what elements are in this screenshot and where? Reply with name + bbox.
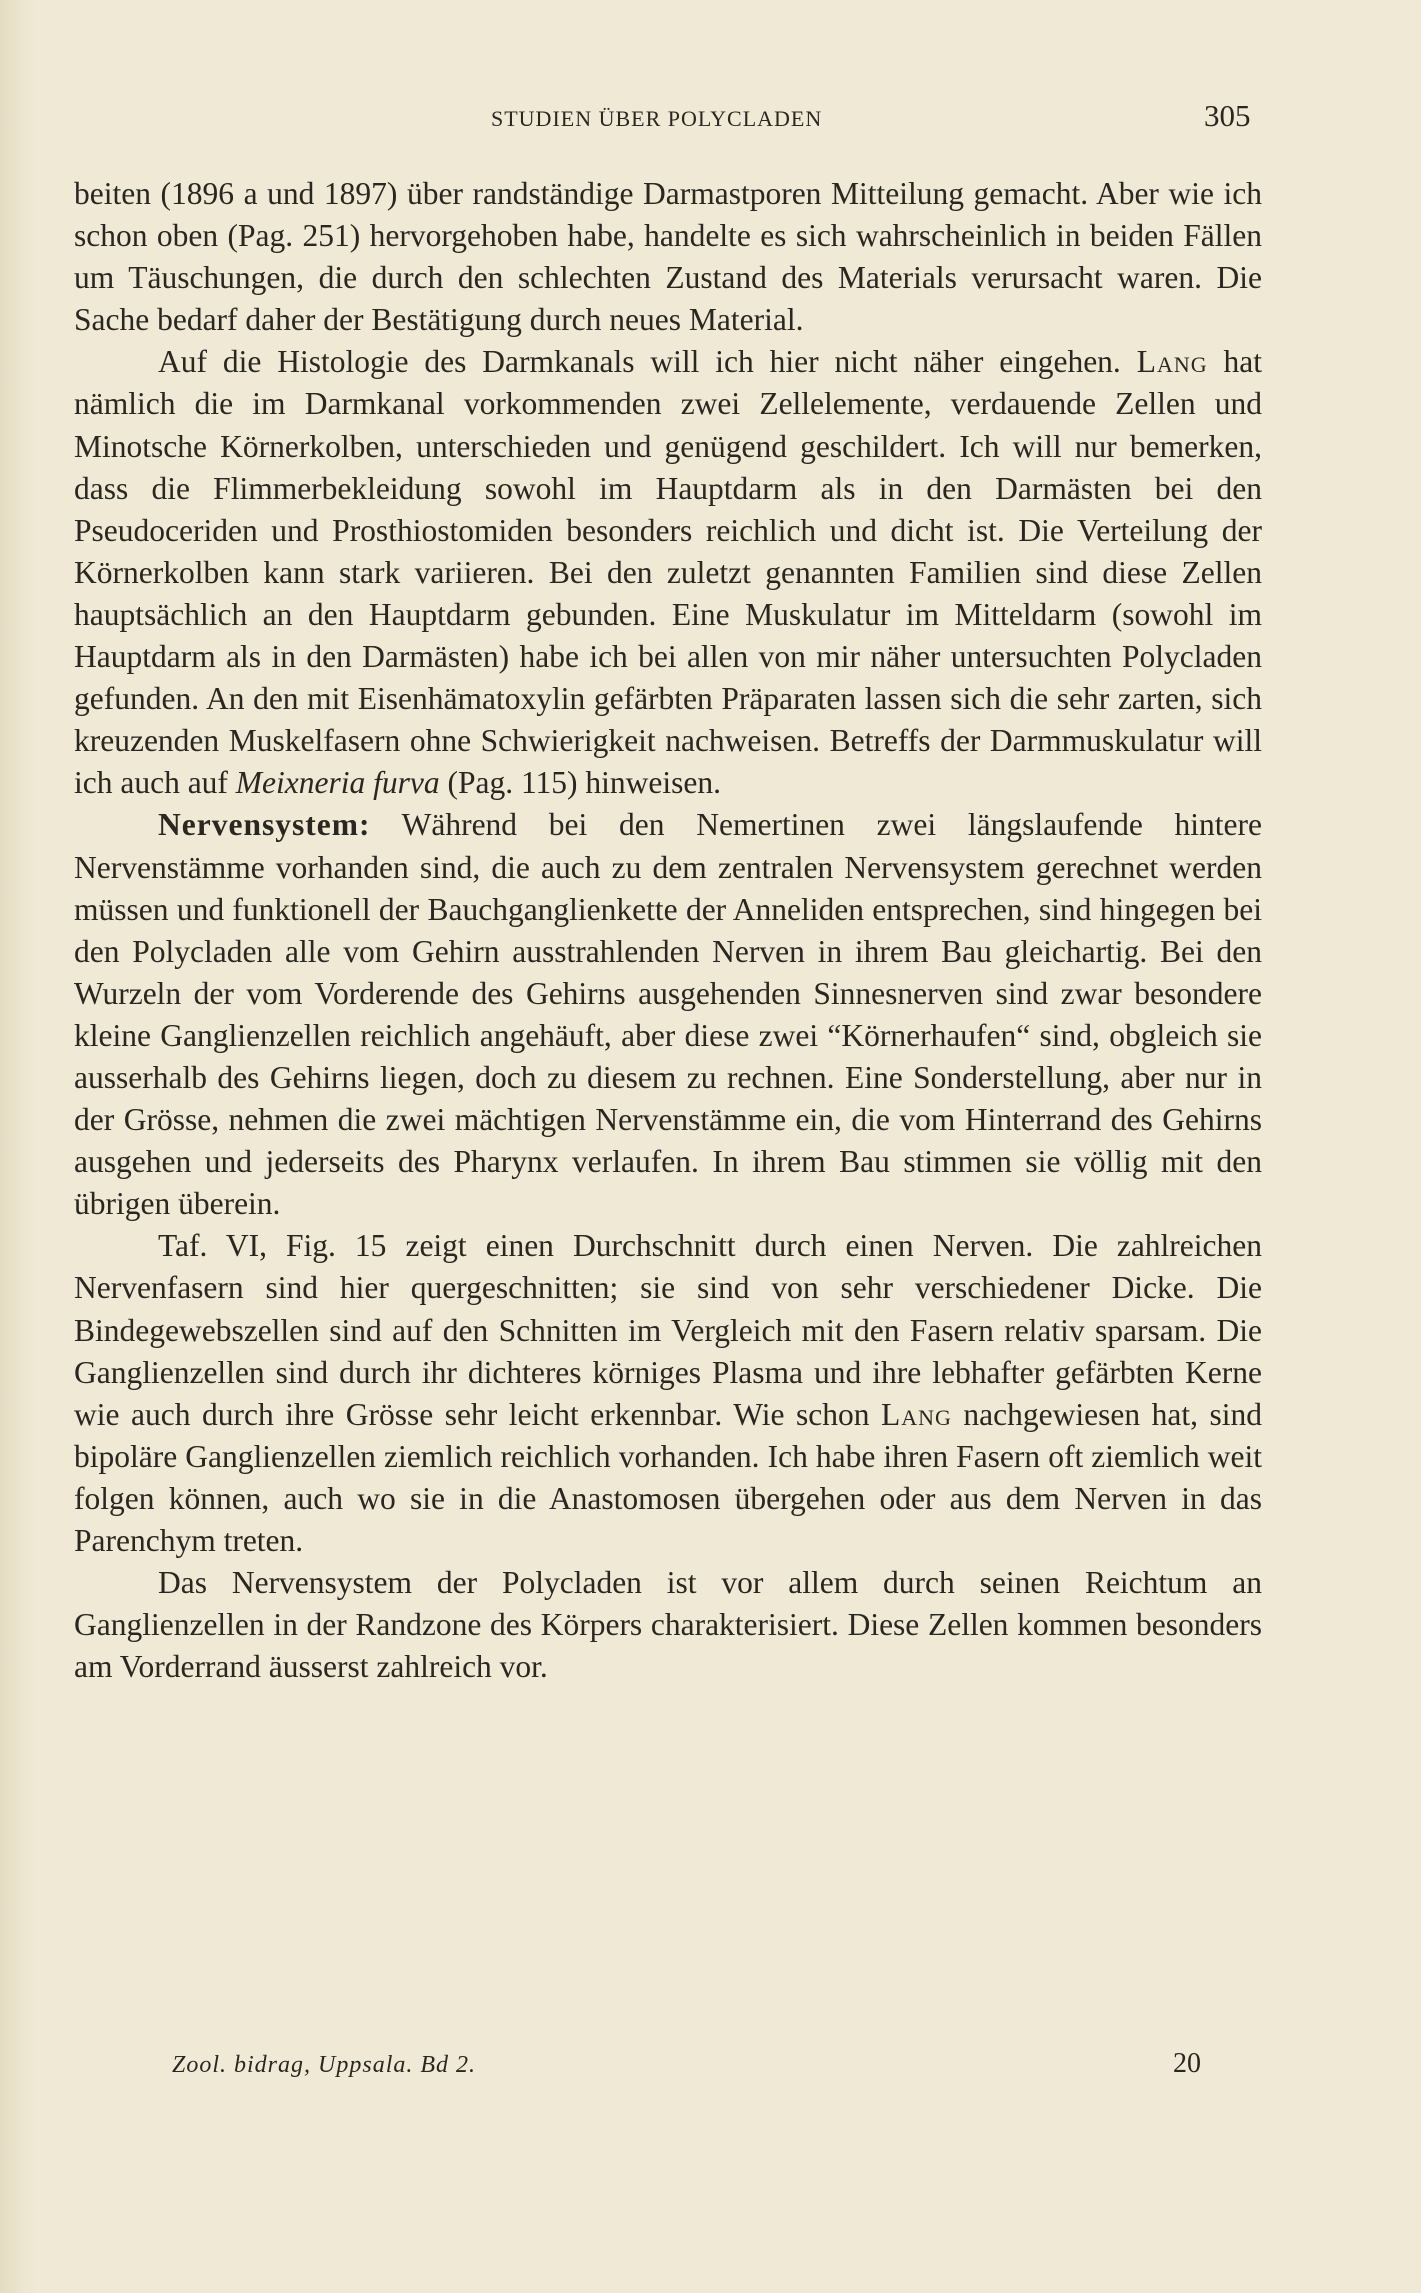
paragraph-text: Das Nervensystem der Polycladen ist vor allem durch seinen Reichtum an Ganglienzellen in der Randzone des Körpers charakterisiert. Diese Zellen kommen besonders am Vorderrand äusserst zahlreich vor. [74, 1565, 1262, 1685]
running-title: STUDIEN ÜBER POLYCLADEN [491, 106, 823, 131]
section-runin-heading: Nervensystem: [158, 807, 371, 843]
paragraph-histologie [74, 341, 1262, 804]
signature-mark: 20 [1173, 2048, 1201, 2079]
paragraph-randzone [74, 1562, 1262, 1688]
author-name: Lang [880, 1396, 952, 1432]
paragraph-text: beiten (1896 a und 1897) über randständige Darmastporen Mitteilung gemacht. Aber wie ich schon oben (Pag. 251) hervorgehoben habe, handelte es sich wahrscheinlich in beiden Fällen um Täuschungen, die durch den schlechten Zustand des Materials verursacht waren. Die Sache bedarf daher der Bestätigung durch neues Material. [74, 176, 1262, 338]
paragraph-text: hat nämlich die im Darmkanal vorkommenden zwei Zellelemente, verdauende Zellen und Minotsche Körnerkolben, unterschieden und genügend geschildert. Ich will nur bemerken, dass die Flimmerbekleidung sowohl im Hauptdarm als in den Darmästen bei den Pseudoceriden und Prosthiostomiden besonders reichlich und dicht ist. Die Verteilung der Körnerkolben kann stark variieren. Bei den zuletzt genannten Familien sind diese Zellen hauptsächlich an den Hauptdarm gebunden. Eine Muskulatur im Mitteldarm (sowohl im Hauptdarm als in den Darmästen) habe ich bei allen von mir näher untersuchten Polycladen gefunden. An den mit Eisenhämatoxylin gefärbten Präparaten lassen sich die sehr zarten, sich kreuzenden Muskelfasern ohne Schwierigkeit nachweisen. Betreffs der Darmmuskulatur will ich auch auf [74, 344, 1263, 801]
body-text [74, 173, 1262, 1688]
footer-citation: Zool. bidrag, Uppsala. Bd 2. [172, 2052, 477, 2078]
paragraph-nervensystem [74, 804, 1262, 1225]
author-name: Lang [1136, 344, 1208, 380]
page-edge-shadow [0, 0, 36, 2293]
paragraph-darmastporen [74, 173, 1262, 341]
paragraph-text: nachgewiesen hat, sind bipoläre Ganglienzellen ziemlich reichlich vorhanden. Ich habe ihren Fasern oft ziemlich weit folgen können, auch wo sie in die Anastomosen übergehen oder aus dem Nerven in das Parenchym treten. [74, 1396, 1262, 1558]
page-number: 305 [1204, 98, 1251, 133]
running-head [0, 98, 1421, 138]
paragraph-text: Während bei den Nemertinen zwei längslaufende hintere Nervenstämme vorhanden sind, die auch zu dem zentralen Nervensystem gerechnet werden müssen und funktionell der Bauchganglienkette der Anneliden entsprechen, sind hingegen bei den Polycladen alle vom Gehirn ausstrahlenden Nerven in ihrem Bau gleichartig. Bei den Wurzeln der vom Vorderende des Gehirns ausgehenden Sinnesnerven sind zwar besondere kleine Ganglienzellen reichlich angehäuft, aber diese zwei “Körnerhaufen“ sind, obgleich sie ausserhalb des Gehirns liegen, doch zu diesem zu rechnen. Eine Sonderstellung, aber nur in der Grösse, nehmen die zwei mächtigen Nervenstämme ein, die vom Hinterrand des Gehirns ausgehen und jederseits des Pharynx verlaufen. In ihrem Bau stimmen sie völlig mit den übrigen überein. [74, 807, 1263, 1222]
paragraph-text: Taf. VI, Fig. 15 zeigt einen Durchschnitt durch einen Nerven. Die zahlreichen Nervenfasern sind hier quergeschnitten; sie sind von sehr verschiedener Dicke. Die Bindegewebszellen sind auf den Schnitten im Vergleich mit den Fasern relativ sparsam. Die Ganglienzellen sind durch ihr dichteres körniges Plasma und ihre lebhafter gefärbten Kerne wie auch durch ihre Grösse sehr leicht erkennbar. Wie schon [74, 1228, 1262, 1432]
species-name: Meixneria furva [235, 765, 440, 801]
page-footer [0, 2048, 1421, 2088]
paragraph-text: (Pag. 115) hinweisen. [447, 765, 722, 801]
paragraph-text: Auf die Histologie des Darmkanals will ich hier nicht näher eingehen. [158, 344, 1121, 380]
paragraph-durchschnitt [74, 1225, 1262, 1562]
